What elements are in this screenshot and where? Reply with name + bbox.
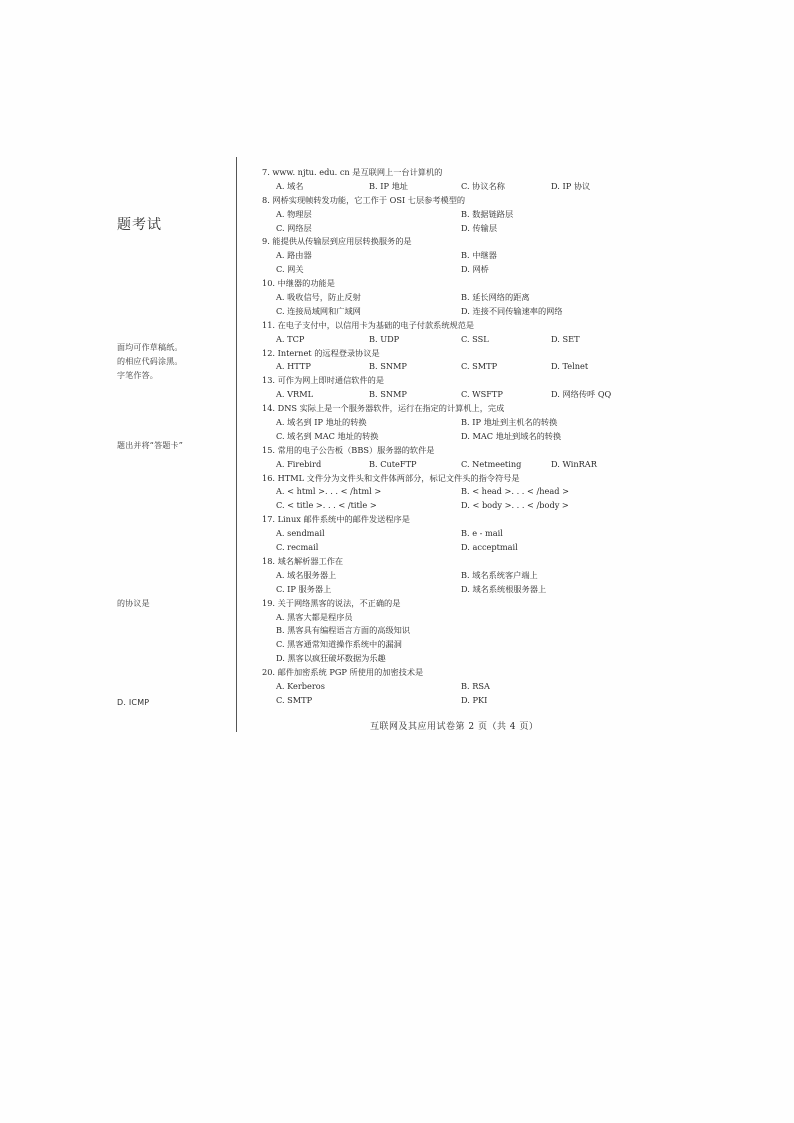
options-line (262, 430, 642, 444)
question-stem-line (262, 597, 642, 611)
options-line (262, 305, 642, 319)
question-stem-line (262, 374, 642, 388)
answer-option: A. HTTP (276, 361, 311, 372)
options-line (262, 249, 642, 263)
question-stem-line (262, 402, 642, 416)
answer-option: B. SNMP (369, 361, 407, 372)
answer-option: B. UDP (369, 333, 400, 344)
answer-option: D. 连接不同传输速率的网络 (461, 305, 563, 316)
answer-option: D. < body >. . . < /body > (461, 500, 569, 511)
left-note: 字笔作答。 (117, 371, 158, 380)
options-line (262, 652, 642, 666)
options-line (262, 680, 642, 694)
answer-option: D. WinRAR (551, 458, 597, 469)
answer-option: D. 网桥 (461, 264, 489, 275)
answer-option: B. IP 地址到主机名的转换 (461, 417, 558, 428)
question-stem-line (262, 444, 642, 458)
left-note: 的相应代码涂黑。 (117, 357, 183, 366)
answer-option: B. 中继器 (461, 250, 497, 261)
answer-option: C. 连接局域网和广域网 (276, 305, 361, 316)
answer-option: A. 域名服务器上 (276, 569, 337, 580)
question-stem-line (262, 319, 642, 333)
left-note: D. ICMP (117, 698, 150, 707)
question-stem-line (262, 166, 642, 180)
question-stem: 15. 常用的电子公告板（BBS）服务器的软件是 (262, 444, 435, 455)
answer-option: B. 延长网络的距离 (461, 292, 530, 303)
question-stem-line (262, 666, 642, 680)
page-footer: 互联网及其应用试卷第 2 页（共 4 页） (370, 722, 539, 732)
options-line (262, 638, 642, 652)
options-line (262, 333, 642, 347)
options-line (262, 485, 642, 499)
question-stem: 10. 中继器的功能是 (262, 278, 335, 289)
answer-option: C. < title >. . . < /title > (276, 500, 377, 511)
options-line (262, 416, 642, 430)
options-line (262, 180, 642, 194)
answer-option: B. RSA (461, 680, 490, 691)
question-stem: 7. www. njtu. edu. cn 是互联网上一台计算机的 (262, 167, 443, 177)
answer-option: C. WSFTP (461, 389, 503, 400)
answer-option: B. SNMP (369, 389, 407, 400)
answer-option: C. recmail (276, 542, 319, 553)
answer-option: B. CuteFTP (369, 458, 417, 469)
answer-option: C. 网关 (276, 264, 304, 275)
options-line (262, 624, 642, 638)
question-stem: 16. HTML 文件分为文件头和文件体两部分，标记文件头的指令符号是 (262, 472, 520, 483)
question-stem: 11. 在电子支付中，以信用卡为基础的电子付款系统规范是 (262, 319, 475, 330)
answer-option: C. 黑客通常知道操作系统中的漏洞 (276, 639, 402, 650)
answer-option: B. e - mail (461, 528, 503, 539)
options-line (262, 222, 642, 236)
left-note: 题出并将“答题卡” (117, 441, 184, 450)
options-line (262, 291, 642, 305)
answer-option: A. Kerberos (276, 680, 325, 691)
answer-option: B. 域名系统客户端上 (461, 569, 538, 580)
question-stem-line (262, 513, 642, 527)
answer-option: A. Firebird (276, 458, 322, 469)
answer-option: A. TCP (276, 333, 305, 344)
options-line (262, 527, 642, 541)
answer-option: D. 黑客以疯狂破坏数据为乐趣 (276, 653, 386, 664)
answer-option: D. 传输层 (461, 222, 498, 233)
options-line (262, 360, 642, 374)
answer-option: B. 黑客具有编程语言方面的高级知识 (276, 625, 411, 636)
answer-option: A. 黑客大都是程序员 (276, 611, 353, 622)
left-column-title: 题考试 (117, 217, 162, 233)
question-stem: 13. 可作为网上即时通信软件的是 (262, 375, 385, 386)
options-line (262, 388, 642, 402)
answer-option: A. 域名 (276, 180, 304, 191)
answer-option: B. IP 地址 (369, 180, 408, 191)
answer-option: A. 物理层 (276, 208, 312, 219)
answer-option: A. sendmail (276, 528, 325, 539)
options-line (262, 499, 642, 513)
options-line (262, 208, 642, 222)
options-line (262, 569, 642, 583)
answer-option: B. < head >. . . < /head > (461, 486, 569, 497)
options-line (262, 583, 642, 597)
question-stem: 20. 邮件加密系统 PGP 所使用的加密技术是 (262, 667, 424, 678)
question-stem: 9. 能提供从传输层到应用层转换服务的是 (262, 236, 412, 247)
answer-option: C. SSL (461, 333, 489, 344)
options-line (262, 263, 642, 277)
left-note: 面均可作草稿纸。 (117, 343, 183, 352)
options-line (262, 694, 642, 708)
answer-option: C. SMTP (461, 361, 498, 372)
question-stem: 12. Internet 的远程登录协议是 (262, 347, 380, 358)
question-stem: 8. 网桥实现帧转发功能，它工作于 OSI 七层参考模型的 (262, 194, 466, 205)
answer-option: D. acceptmail (461, 542, 518, 553)
answer-option: D. IP 协议 (551, 180, 591, 191)
answer-option: C. IP 服务器上 (276, 583, 332, 594)
answer-option: C. 网络层 (276, 222, 312, 233)
question-stem: 19. 关于网络黑客的说法，不正确的是 (262, 597, 401, 608)
options-line (262, 458, 642, 472)
answer-option: A. 吸收信号，防止反射 (276, 292, 361, 303)
answer-option: D. SET (551, 333, 580, 344)
column-divider (236, 157, 237, 732)
question-stem: 14. DNS 实际上是一个服务器软件，运行在指定的计算机上，完成 (262, 403, 505, 414)
left-note: 的协议是 (117, 599, 150, 608)
question-stem-line (262, 194, 642, 208)
answer-option: B. 数据链路层 (461, 208, 514, 219)
options-line (262, 611, 642, 625)
question-stem: 18. 域名解析器工作在 (262, 555, 344, 566)
answer-option: C. Netmeeting (461, 458, 522, 469)
answer-option: C. SMTP (276, 694, 313, 705)
question-stem-line (262, 277, 642, 291)
answer-option: D. PKI (461, 694, 488, 705)
answer-option: A. < html >. . . < /html > (276, 486, 382, 497)
question-stem: 17. Linux 邮件系统中的邮件发送程序是 (262, 514, 410, 525)
answer-option: A. VRML (276, 389, 314, 400)
answer-option: D. 域名系统根服务器上 (461, 583, 547, 594)
answer-option: A. 路由器 (276, 250, 312, 261)
options-line (262, 541, 642, 555)
answer-option: C. 协议名称 (461, 180, 505, 191)
answer-option: D. 网络传呼 QQ (551, 389, 612, 400)
answer-option: A. 域名到 IP 地址的转换 (276, 417, 367, 428)
question-stem-line (262, 347, 642, 361)
answer-option: D. Telnet (551, 361, 589, 372)
answer-option: C. 域名到 MAC 地址的转换 (276, 430, 379, 441)
question-stem-line (262, 555, 642, 569)
answer-option: D. MAC 地址到域名的转换 (461, 430, 562, 441)
question-stem-line (262, 472, 642, 486)
question-stem-line (262, 235, 642, 249)
question-list (262, 166, 642, 708)
